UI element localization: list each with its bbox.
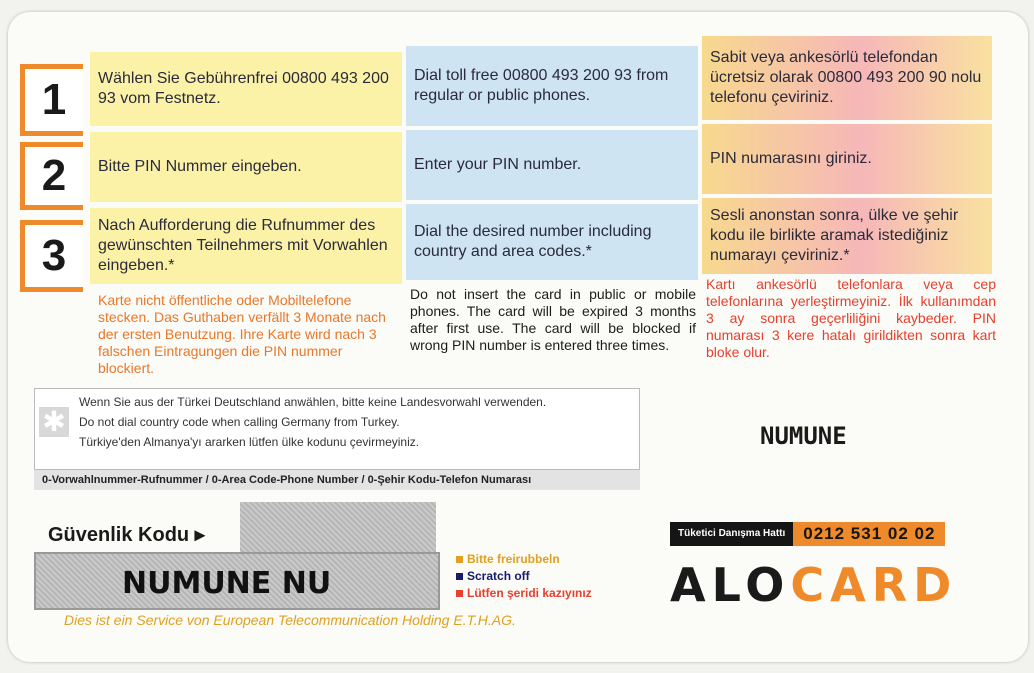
square-icon	[456, 573, 463, 580]
asterisk-icon: ✱	[39, 407, 69, 437]
arrow-right-icon: ▸	[194, 524, 205, 546]
notice-turkish: Türkiye'den Almanya'yı ararken lütfen ülke kodunu çevirmeyiniz.	[79, 435, 420, 449]
dialing-format: 0-Vorwahlnummer-Rufnummer / 0-Area Code-Phone Number / 0-Şehir Kodu-Telefon Numarası	[34, 470, 640, 490]
german-warning: Karte nicht öffentliche oder Mobiltelefone stecken. Das Guthaben verfällt 3 Monate nach der ersten Benutzung. Ihre Karte wird nach 3 falschen Eintragungen die PIN nummer blockiert.	[98, 292, 386, 376]
step-3-english-text: Dial the desired number including country and area codes.*	[414, 223, 652, 260]
step-1-turkish	[702, 36, 992, 120]
step-2-turkish	[702, 124, 992, 194]
legend-en-text: Scratch off	[467, 569, 530, 583]
legend-tr-text: Lütfen şeridi kazıyınız	[467, 586, 592, 600]
country-code-notice	[34, 388, 640, 470]
step-3-german	[90, 208, 402, 284]
step-1-german	[90, 52, 402, 126]
step-1-turkish-text: Sabit veya ankesörlü telefondan ücretsiz olarak 00800 493 200 90 nolu telefonu çeviriniz.	[710, 49, 982, 106]
step-3-turkish-text: Sesli anonstan sonra, ülke ve şehir kodu ile birlikte aramak istediğiniz numarayı çeviriniz.*	[710, 207, 959, 264]
step-1-english	[406, 46, 698, 126]
scratch-panel[interactable]	[34, 552, 440, 610]
legend-de-text: Bitte freirubbeln	[467, 552, 560, 566]
square-icon	[456, 556, 463, 563]
footer-text: Dies ist ein Service von European Telecommunication Holding E.T.H.AG.	[64, 612, 516, 628]
step-3-english	[406, 204, 698, 280]
hotline-number: 0212 531 02 02	[793, 522, 945, 546]
step-number-2: 2	[20, 142, 83, 210]
square-icon	[456, 590, 463, 597]
scratch-legend-tr	[456, 586, 592, 600]
logo-card: CARD	[790, 558, 958, 612]
alocard-logo	[670, 558, 957, 612]
english-warning: Do not insert the card in public or mobile phones. The card will be expired 3 months after first use. The card will be blocked if wrong PIN number is entered three times.	[410, 286, 696, 353]
scratch-legend-de	[456, 552, 560, 566]
turkish-warning: Kartı ankesörlü telefonlara veya cep telefonlarına yerleştirmeyiniz. İlk kullanımdan 3 ay sonra geçerliliğini kaybeder. PIN numarası 3 kere hatalı girildikten sonra kart bloke olur.	[706, 276, 996, 360]
step-3-german-text: Nach Aufforderung die Rufnummer des gewünschten Teilnehmers mit Vorwahlen eingeben.*	[98, 217, 388, 274]
step-2-english-text: Enter your PIN number.	[414, 156, 582, 173]
hotline-label: Tüketici Danışma Hattı	[670, 522, 793, 546]
consumer-hotline	[670, 522, 945, 546]
step-2-english	[406, 130, 698, 200]
security-code-label-text: Güvenlik Kodu	[48, 524, 190, 546]
scratch-legend-en	[456, 569, 530, 583]
scratch-panel-text: NUMUNE NU	[122, 566, 332, 601]
step-number-3: 3	[20, 220, 83, 292]
step-2-german-text: Bitte PIN Nummer eingeben.	[98, 158, 302, 175]
notice-english: Do not dial country code when calling Germany from Turkey.	[79, 415, 400, 429]
notice-german: Wenn Sie aus der Türkei Deutschland anwählen, bitte keine Landesvorwahl verwenden.	[79, 395, 547, 409]
step-2-turkish-text: PIN numarasını giriniz.	[710, 150, 872, 167]
step-1-german-text: Wählen Sie Gebührenfrei 00800 493 200 93 vom Festnetz.	[98, 70, 389, 107]
step-2-german	[90, 132, 402, 202]
security-code-field	[240, 502, 436, 554]
sample-stamp: NUMUNE	[760, 422, 847, 450]
step-number-1: 1	[20, 64, 83, 136]
step-1-english-text: Dial toll free 00800 493 200 93 from regular or public phones.	[414, 67, 669, 104]
security-code-label	[48, 522, 205, 547]
step-3-turkish	[702, 198, 992, 274]
logo-alo: ALO	[670, 558, 791, 612]
phone-card	[8, 12, 1028, 662]
